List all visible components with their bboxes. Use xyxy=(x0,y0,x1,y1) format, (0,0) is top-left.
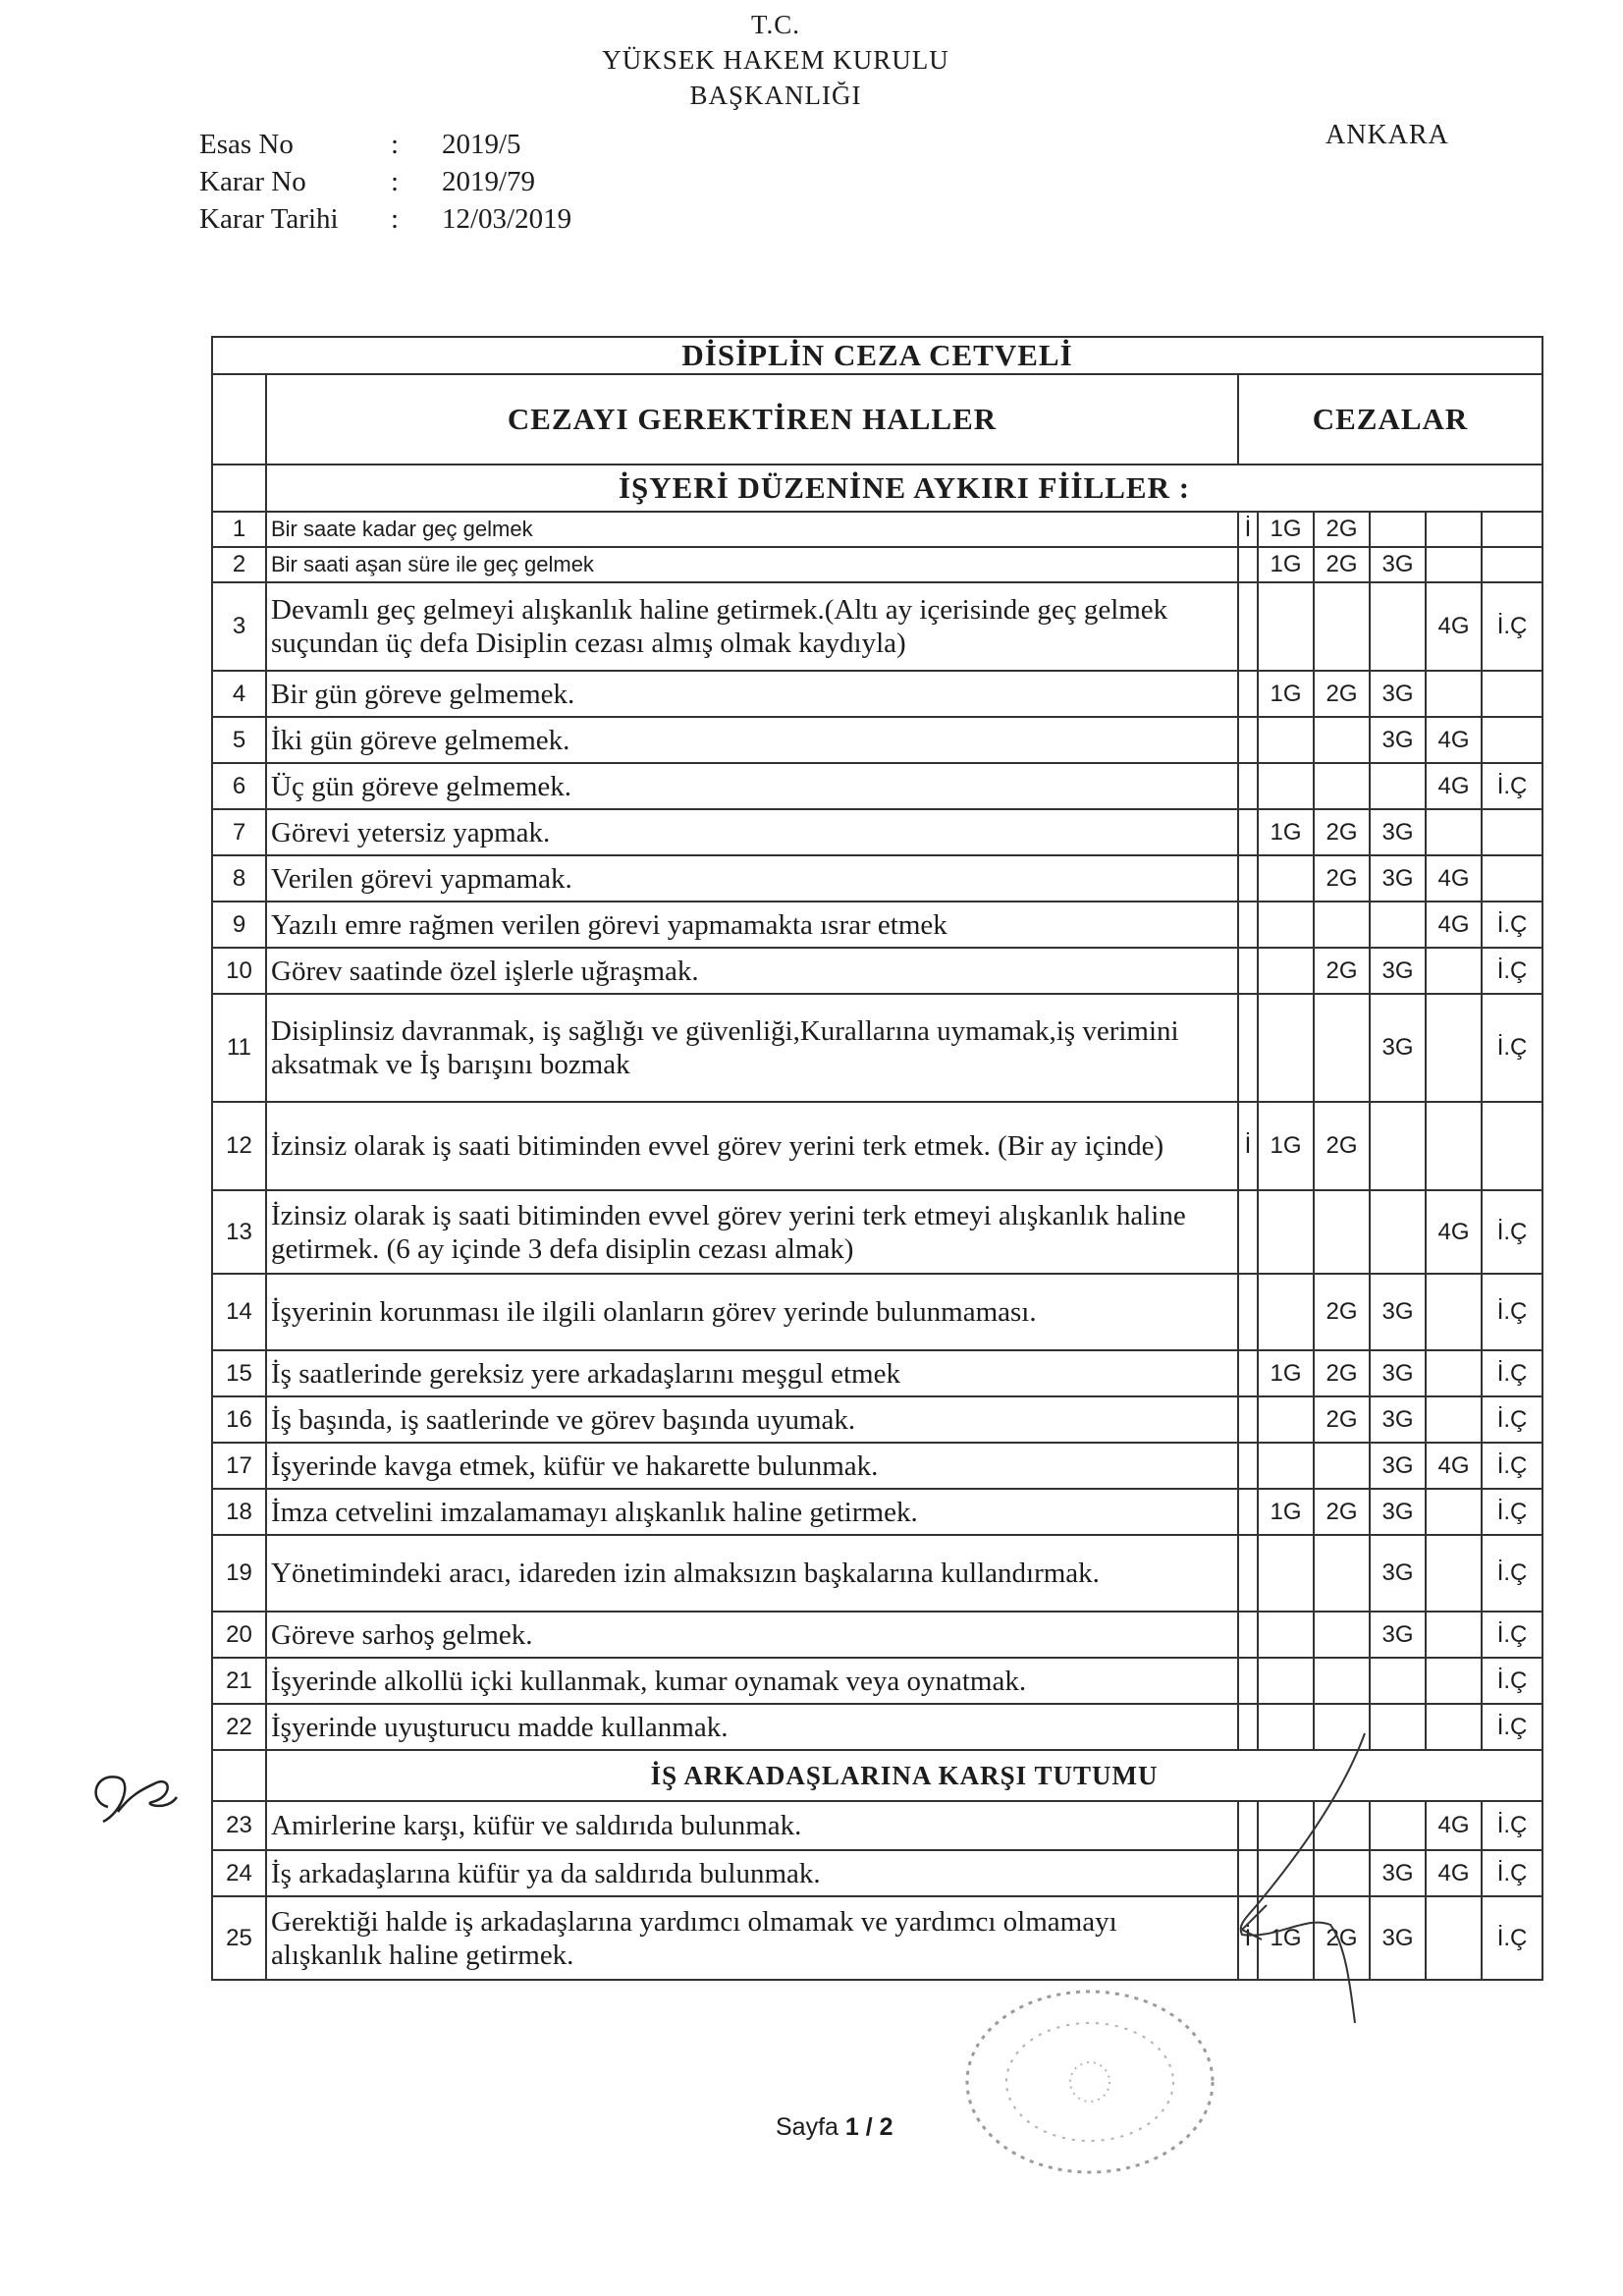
table-row xyxy=(212,1443,1542,1489)
penalty-cell: 1G xyxy=(1258,1896,1314,1980)
table-row xyxy=(212,1274,1542,1350)
penalty-cell: İ.Ç xyxy=(1482,902,1542,948)
penalty-cell: İ.Ç xyxy=(1482,1443,1542,1489)
penalty-cell: 1G xyxy=(1258,809,1314,855)
row-number: 23 xyxy=(212,1801,266,1850)
penalty-cell: 4G xyxy=(1426,1190,1482,1274)
penalty-cell xyxy=(1238,902,1258,948)
row-description: İmza cetvelini imzalamamayı alışkanlık haline getirmek. xyxy=(266,1489,1238,1535)
penalty-cell: 3G xyxy=(1370,855,1426,902)
table-row xyxy=(212,809,1542,855)
penalty-cell: İ.Ç xyxy=(1482,948,1542,994)
row-description: İş saatlerinde gereksiz yere arkadaşlarını meşgul etmek xyxy=(266,1350,1238,1396)
row-description: İzinsiz olarak iş saati bitiminden evvel görev yerini terk etmeyi alışkanlık haline getirmek. (6 ay içinde 3 defa disiplin cezası almak) xyxy=(266,1190,1238,1274)
section-row xyxy=(212,465,1542,512)
penalty-cell xyxy=(1370,763,1426,809)
penalty-cell: İ.Ç xyxy=(1482,1850,1542,1896)
penalty-cell: 3G xyxy=(1370,1850,1426,1896)
page-label: Sayfa xyxy=(776,2113,839,2141)
penalty-cell: İ.Ç xyxy=(1482,1396,1542,1443)
penalty-cell xyxy=(1314,902,1370,948)
penalty-cell: 2G xyxy=(1314,1396,1370,1443)
row-description: Yazılı emre rağmen verilen görevi yapmamakta ısrar etmek xyxy=(266,902,1238,948)
penalty-cell xyxy=(1258,1612,1314,1658)
penalty-cell xyxy=(1370,582,1426,671)
penalty-cell xyxy=(1258,717,1314,763)
penalty-cell xyxy=(1258,1443,1314,1489)
penalty-cell: 4G xyxy=(1426,763,1482,809)
penalty-cell xyxy=(1314,1535,1370,1612)
penalty-cell xyxy=(1258,1658,1314,1704)
penalty-cell: 3G xyxy=(1370,1350,1426,1396)
penalty-cell: 2G xyxy=(1314,809,1370,855)
table-row xyxy=(212,1190,1542,1274)
row-description: Devamlı geç gelmeyi alışkanlık haline getirmek.(Altı ay içerisinde geç gelmek suçundan üç defa Disiplin cezası almış olmak kaydıyla) xyxy=(266,582,1238,671)
row-number: 6 xyxy=(212,763,266,809)
penalty-cell: 2G xyxy=(1314,1896,1370,1980)
penalty-cell xyxy=(1258,948,1314,994)
penalty-cell xyxy=(1238,855,1258,902)
penalty-cell xyxy=(1370,902,1426,948)
penalty-cell xyxy=(1370,1658,1426,1704)
penalty-cell: 4G xyxy=(1426,902,1482,948)
row-number: 8 xyxy=(212,855,266,902)
row-description: İşyerinde kavga etmek, küfür ve hakarette bulunmak. xyxy=(266,1443,1238,1489)
row-number: 5 xyxy=(212,717,266,763)
page-current: 1 xyxy=(844,2113,859,2141)
meta-karar-no xyxy=(199,163,571,200)
penalty-cell: 3G xyxy=(1370,717,1426,763)
penalty-cell xyxy=(1482,547,1542,582)
section-empty-cell xyxy=(212,465,266,512)
row-description: Yönetimindeki aracı, idareden izin almaksızın başkalarına kullandırmak. xyxy=(266,1535,1238,1612)
penalty-cell: İ xyxy=(1238,512,1258,547)
row-number: 14 xyxy=(212,1274,266,1350)
table-row xyxy=(212,512,1542,547)
row-description: İşyerinin korunması ile ilgili olanların görev yerinde bulunmaması. xyxy=(266,1274,1238,1350)
penalty-cell: 1G xyxy=(1258,1102,1314,1190)
penalty-cell xyxy=(1258,1535,1314,1612)
penalty-cell: 3G xyxy=(1370,547,1426,582)
row-number: 2 xyxy=(212,547,266,582)
penalty-cell xyxy=(1482,512,1542,547)
penalty-cell xyxy=(1238,1535,1258,1612)
table-row xyxy=(212,902,1542,948)
row-number: 4 xyxy=(212,671,266,717)
penalty-cell: İ.Ç xyxy=(1482,582,1542,671)
table-row xyxy=(212,855,1542,902)
row-number: 19 xyxy=(212,1535,266,1612)
penalty-cell: İ.Ç xyxy=(1482,1274,1542,1350)
penalty-cell: 4G xyxy=(1426,1850,1482,1896)
row-number: 24 xyxy=(212,1850,266,1896)
meta-value: 2019/5 xyxy=(442,129,521,160)
page-footer xyxy=(776,2113,893,2142)
row-number: 17 xyxy=(212,1443,266,1489)
penalty-cell: İ.Ç xyxy=(1482,1658,1542,1704)
penalty-cell xyxy=(1314,763,1370,809)
penalty-cell xyxy=(1238,1489,1258,1535)
penalty-cell: 3G xyxy=(1370,809,1426,855)
penalty-cell xyxy=(1238,809,1258,855)
row-description: Bir gün göreve gelmemek. xyxy=(266,671,1238,717)
row-number: 13 xyxy=(212,1190,266,1274)
penalty-cell: İ.Ç xyxy=(1482,1190,1542,1274)
row-number: 21 xyxy=(212,1658,266,1704)
row-description: İki gün göreve gelmemek. xyxy=(266,717,1238,763)
penalty-cell: 4G xyxy=(1426,717,1482,763)
table-row xyxy=(212,1658,1542,1704)
row-description: İşyerinde alkollü içki kullanmak, kumar oynamak veya oynatmak. xyxy=(266,1658,1238,1704)
penalty-cell xyxy=(1370,1102,1426,1190)
table-row xyxy=(212,547,1542,582)
penalty-cell xyxy=(1426,547,1482,582)
penalty-cell: İ.Ç xyxy=(1482,763,1542,809)
penalty-cell: 2G xyxy=(1314,855,1370,902)
penalty-cell xyxy=(1238,547,1258,582)
penalty-cell xyxy=(1482,671,1542,717)
penalty-cell xyxy=(1314,582,1370,671)
penalty-cell: 2G xyxy=(1314,1274,1370,1350)
penalty-cell xyxy=(1482,809,1542,855)
penalty-cell xyxy=(1238,671,1258,717)
section-empty-cell xyxy=(212,1750,266,1801)
penalty-cell: 3G xyxy=(1370,1896,1426,1980)
penalty-cell xyxy=(1426,1704,1482,1750)
penalty-cell xyxy=(1258,1396,1314,1443)
penalty-cell xyxy=(1426,1102,1482,1190)
penalty-cell xyxy=(1370,512,1426,547)
penalty-cell xyxy=(1258,902,1314,948)
row-number: 11 xyxy=(212,994,266,1102)
penalty-cell: İ.Ç xyxy=(1482,1612,1542,1658)
penalty-cell xyxy=(1426,671,1482,717)
penalty-cell xyxy=(1426,512,1482,547)
penalty-cell: 2G xyxy=(1314,948,1370,994)
table-header-row xyxy=(212,374,1542,465)
penalty-cell xyxy=(1258,1274,1314,1350)
table-row xyxy=(212,1489,1542,1535)
penalty-cell xyxy=(1426,1535,1482,1612)
official-stamp xyxy=(943,1974,1227,2180)
meta-sep: : xyxy=(391,203,400,235)
penalty-cell xyxy=(1426,1274,1482,1350)
row-description: Gerektiği halde iş arkadaşlarına yardımcı olmamak ve yardımcı olmamayı alışkanlık haline getirmek. xyxy=(266,1896,1238,1980)
penalty-cell xyxy=(1314,717,1370,763)
penalty-cell: 1G xyxy=(1258,1489,1314,1535)
meta-label: Karar Tarihi xyxy=(199,203,339,235)
handwritten-initial-mark xyxy=(79,1753,187,1841)
row-number: 1 xyxy=(212,512,266,547)
penalty-cell: 1G xyxy=(1258,547,1314,582)
row-description: Görev saatinde özel işlerle uğraşmak. xyxy=(266,948,1238,994)
penalty-cell xyxy=(1426,1396,1482,1443)
penalty-cell: 4G xyxy=(1426,855,1482,902)
penalty-cell: 3G xyxy=(1370,1396,1426,1443)
table-row xyxy=(212,994,1542,1102)
penalty-cell xyxy=(1482,855,1542,902)
penalty-cell: 3G xyxy=(1370,1443,1426,1489)
row-number: 10 xyxy=(212,948,266,994)
header-city: ANKARA xyxy=(1325,120,1449,150)
table-row xyxy=(212,948,1542,994)
penalty-cell: İ.Ç xyxy=(1482,1801,1542,1850)
table-row xyxy=(212,1396,1542,1443)
penalty-cell xyxy=(1482,717,1542,763)
penalty-cell xyxy=(1238,1443,1258,1489)
row-description: Üç gün göreve gelmemek. xyxy=(266,763,1238,809)
table-row xyxy=(212,717,1542,763)
penalty-cell: 2G xyxy=(1314,671,1370,717)
meta-esas-no xyxy=(199,126,571,163)
penalty-cell: İ xyxy=(1238,1102,1258,1190)
penalty-cell: İ.Ç xyxy=(1482,994,1542,1102)
penalty-cell xyxy=(1314,1658,1370,1704)
table-title: DİSİPLİN CEZA CETVELİ xyxy=(212,337,1542,374)
penalty-cell xyxy=(1426,1658,1482,1704)
penalty-cell xyxy=(1238,763,1258,809)
penalty-cell xyxy=(1426,1896,1482,1980)
penalty-cell: 3G xyxy=(1370,994,1426,1102)
penalty-cell xyxy=(1426,948,1482,994)
row-description: Görevi yetersiz yapmak. xyxy=(266,809,1238,855)
penalty-cell: 4G xyxy=(1426,582,1482,671)
row-description: İzinsiz olarak iş saati bitiminden evvel görev yerini terk etmek. (Bir ay içinde) xyxy=(266,1102,1238,1190)
penalty-cell: 3G xyxy=(1370,1612,1426,1658)
row-number: 18 xyxy=(212,1489,266,1535)
penalty-cell xyxy=(1258,1190,1314,1274)
penalty-cell xyxy=(1238,1612,1258,1658)
table-row xyxy=(212,1612,1542,1658)
penalty-cell xyxy=(1314,994,1370,1102)
meta-sep: : xyxy=(391,166,400,197)
penalty-cell xyxy=(1238,582,1258,671)
penalty-cell xyxy=(1314,1190,1370,1274)
penalty-cell xyxy=(1258,994,1314,1102)
penalty-cell xyxy=(1426,1489,1482,1535)
row-number: 22 xyxy=(212,1704,266,1750)
section-title: İŞYERİ DÜZENİNE AYKIRI FİİLLER : xyxy=(266,465,1542,512)
penalty-cell: 3G xyxy=(1370,1535,1426,1612)
penalty-cell: 3G xyxy=(1370,948,1426,994)
table-row xyxy=(212,671,1542,717)
table-title-row xyxy=(212,337,1542,374)
penalty-cell xyxy=(1238,1274,1258,1350)
penalty-cell: 2G xyxy=(1314,1350,1370,1396)
penalty-cell xyxy=(1238,1190,1258,1274)
row-description: Bir saati aşan süre ile geç gelmek xyxy=(266,547,1238,582)
penalty-cell xyxy=(1258,582,1314,671)
section-title: İŞ ARKADAŞLARINA KARŞI TUTUMU xyxy=(266,1750,1542,1801)
penalty-cell xyxy=(1258,855,1314,902)
penalty-cell: İ xyxy=(1238,1896,1258,1980)
row-description: Bir saate kadar geç gelmek xyxy=(266,512,1238,547)
penalty-cell xyxy=(1426,809,1482,855)
meta-value: 2019/79 xyxy=(442,166,536,197)
meta-karar-tarihi xyxy=(199,200,571,238)
penalty-cell: 2G xyxy=(1314,1102,1370,1190)
penalty-cell xyxy=(1238,1350,1258,1396)
penalty-cell xyxy=(1426,994,1482,1102)
penalty-cell: 4G xyxy=(1426,1443,1482,1489)
table-row xyxy=(212,1102,1542,1190)
penalty-cell: İ.Ç xyxy=(1482,1350,1542,1396)
case-meta xyxy=(199,126,571,238)
penalty-cell xyxy=(1482,1102,1542,1190)
meta-label: Karar No xyxy=(199,166,306,197)
penalty-cell: 2G xyxy=(1314,547,1370,582)
penalty-cell: 1G xyxy=(1258,1350,1314,1396)
row-description: İşyerinde uyuşturucu madde kullanmak. xyxy=(266,1704,1238,1750)
header-conditions: CEZAYI GEREKTİREN HALLER xyxy=(266,374,1238,465)
penalty-cell: 3G xyxy=(1370,671,1426,717)
penalty-cell xyxy=(1238,948,1258,994)
penalty-cell: 3G xyxy=(1370,1274,1426,1350)
row-number: 20 xyxy=(212,1612,266,1658)
row-number: 7 xyxy=(212,809,266,855)
row-number: 12 xyxy=(212,1102,266,1190)
header-penalties: CEZALAR xyxy=(1238,374,1542,465)
page-separator: / xyxy=(865,2113,873,2141)
handwritten-signature-stroke xyxy=(1208,1728,1404,2052)
table-row xyxy=(212,582,1542,671)
penalty-cell xyxy=(1426,1350,1482,1396)
penalty-cell: 1G xyxy=(1258,671,1314,717)
penalty-cell: İ.Ç xyxy=(1482,1489,1542,1535)
row-description: Amirlerine karşı, küfür ve saldırıda bulunmak. xyxy=(266,1801,1238,1850)
page-total: 2 xyxy=(879,2113,893,2141)
row-number: 16 xyxy=(212,1396,266,1443)
row-number: 25 xyxy=(212,1896,266,1980)
header-department: BAŞKANLIĞI xyxy=(689,81,862,110)
penalty-cell xyxy=(1426,1612,1482,1658)
penalty-cell xyxy=(1258,763,1314,809)
header-empty-cell xyxy=(212,374,266,465)
row-number: 9 xyxy=(212,902,266,948)
row-number: 3 xyxy=(212,582,266,671)
table-row xyxy=(212,1535,1542,1612)
table-row xyxy=(212,1350,1542,1396)
meta-label: Esas No xyxy=(199,129,294,160)
row-description: Disiplinsiz davranmak, iş sağlığı ve güvenliği,Kurallarına uymamak,iş verimini aksatmak ve İş barışını bozmak xyxy=(266,994,1238,1102)
penalty-cell xyxy=(1314,1443,1370,1489)
meta-value: 12/03/2019 xyxy=(442,203,572,235)
penalty-cell xyxy=(1238,1396,1258,1443)
row-description: Göreve sarhoş gelmek. xyxy=(266,1612,1238,1658)
penalty-cell: İ.Ç xyxy=(1482,1704,1542,1750)
penalty-cell xyxy=(1370,1190,1426,1274)
penalty-cell xyxy=(1238,994,1258,1102)
table-row xyxy=(212,763,1542,809)
row-description: İş başında, iş saatlerinde ve görev başında uyumak. xyxy=(266,1396,1238,1443)
penalty-cell: 1G xyxy=(1258,512,1314,547)
header-institution: YÜKSEK HAKEM KURULU xyxy=(602,45,949,75)
header-tc: T.C. xyxy=(751,10,800,39)
penalty-cell xyxy=(1238,1658,1258,1704)
penalty-cell: 4G xyxy=(1426,1801,1482,1850)
penalty-cell xyxy=(1314,1612,1370,1658)
meta-sep: : xyxy=(391,129,400,160)
row-description: İş arkadaşlarına küfür ya da saldırıda bulunmak. xyxy=(266,1850,1238,1896)
penalty-cell: 3G xyxy=(1370,1489,1426,1535)
row-description: Verilen görevi yapmamak. xyxy=(266,855,1238,902)
penalty-cell: 2G xyxy=(1314,1489,1370,1535)
penalty-cell: İ.Ç xyxy=(1482,1535,1542,1612)
penalty-cell xyxy=(1238,717,1258,763)
penalty-cell: 2G xyxy=(1314,512,1370,547)
penalty-cell: İ.Ç xyxy=(1482,1896,1542,1980)
row-number: 15 xyxy=(212,1350,266,1396)
